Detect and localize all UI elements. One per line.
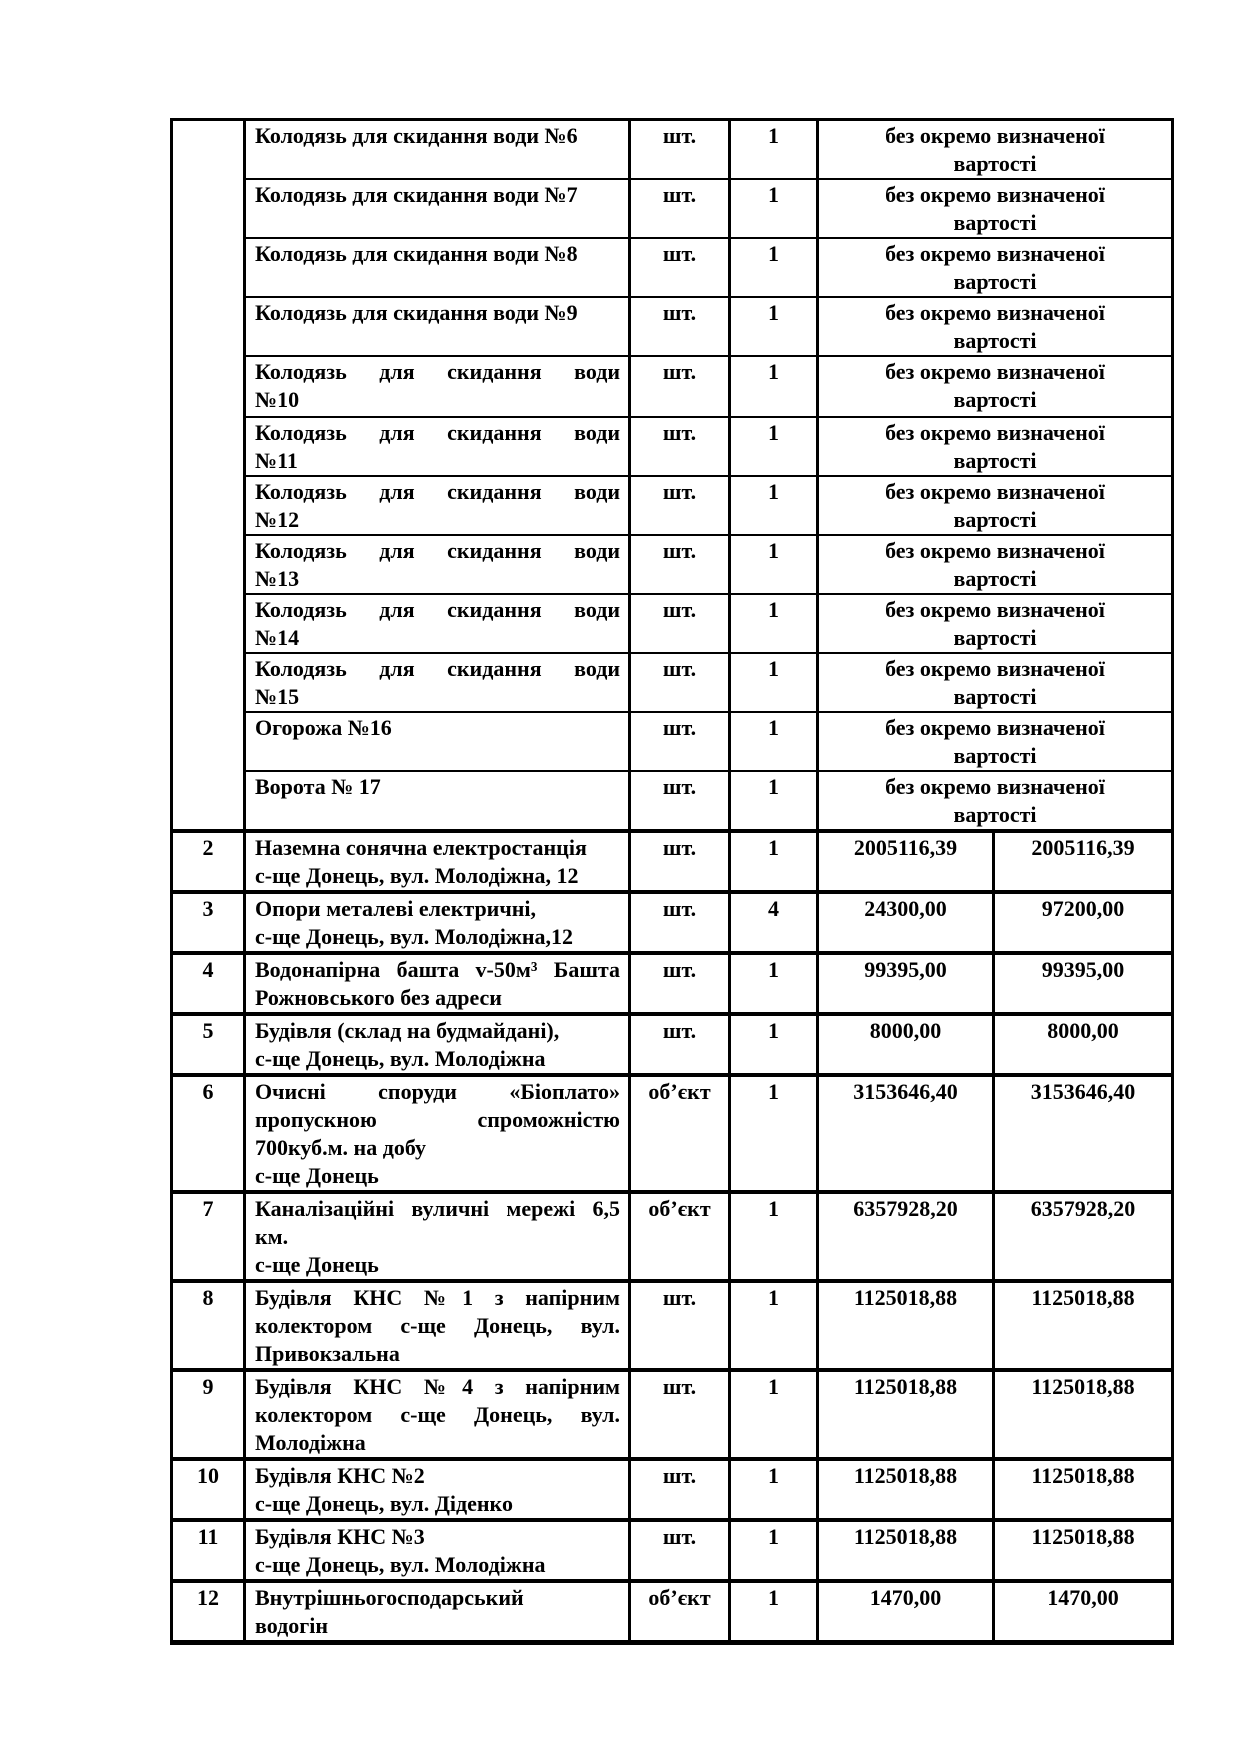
item-name-line: Опори металеві електричні,	[255, 896, 537, 921]
item-name-line: с-ще Донець, вул. Молодіжна	[255, 1552, 546, 1577]
unit-cell: шт.	[630, 535, 730, 594]
value-line: без окремо визначеної	[885, 123, 1105, 148]
item-name-line: Каналізаційні вуличні мережі 6,5	[255, 1196, 620, 1221]
value-line: без окремо визначеної	[885, 359, 1105, 384]
item-name-cell	[245, 653, 630, 712]
table-row	[172, 297, 1173, 356]
item-name-cell	[245, 476, 630, 535]
value-line: без окремо визначеної	[885, 420, 1105, 445]
item-name-cell	[245, 1192, 630, 1281]
quantity-cell: 1	[730, 1014, 818, 1075]
unit-cell: шт.	[630, 476, 730, 535]
table-row	[172, 712, 1173, 771]
value-cell	[818, 712, 1173, 771]
quantity-cell: 1	[730, 712, 818, 771]
value-cell	[818, 476, 1173, 535]
total-cell: 3153646,40	[994, 1075, 1173, 1192]
price-cell: 1125018,88	[818, 1459, 994, 1520]
table-row	[172, 417, 1173, 476]
price-cell: 6357928,20	[818, 1192, 994, 1281]
unit-cell: шт.	[630, 1370, 730, 1459]
item-name-line: Огорожа №16	[255, 715, 392, 740]
table-row	[172, 1192, 1173, 1281]
item-name-cell	[245, 238, 630, 297]
table-row	[172, 953, 1173, 1014]
quantity-cell: 1	[730, 120, 818, 180]
quantity-cell: 1	[730, 953, 818, 1014]
item-name-line: №12	[255, 507, 300, 532]
quantity-cell: 1	[730, 535, 818, 594]
value-line: вартості	[953, 151, 1037, 176]
item-name-line: Будівля КНС №2	[255, 1463, 425, 1488]
table-row	[172, 120, 1173, 180]
quantity-cell: 1	[730, 297, 818, 356]
total-cell: 6357928,20	[994, 1192, 1173, 1281]
quantity-cell: 1	[730, 356, 818, 417]
value-cell	[818, 771, 1173, 831]
item-name-cell	[245, 535, 630, 594]
item-name-cell	[245, 297, 630, 356]
item-name-cell	[245, 179, 630, 238]
value-cell	[818, 120, 1173, 180]
total-cell: 97200,00	[994, 892, 1173, 953]
total-cell: 1125018,88	[994, 1520, 1173, 1581]
value-cell	[818, 417, 1173, 476]
total-cell: 1470,00	[994, 1581, 1173, 1643]
unit-cell: об’єкт	[630, 1192, 730, 1281]
value-line: без окремо визначеної	[885, 597, 1105, 622]
row-number-cell: 9	[172, 1370, 245, 1459]
price-cell: 1470,00	[818, 1581, 994, 1643]
quantity-cell: 1	[730, 1370, 818, 1459]
price-cell: 2005116,39	[818, 831, 994, 892]
item-name-line: водогін	[255, 1613, 329, 1638]
unit-cell: шт.	[630, 297, 730, 356]
item-name-line: с-ще Донець	[255, 1163, 379, 1188]
item-name-line: Колодязь для скидання води	[255, 538, 620, 563]
item-name-line: Будівля КНС №4 з напірним	[255, 1374, 620, 1399]
value-line: вартості	[953, 448, 1037, 473]
unit-cell: шт.	[630, 1281, 730, 1370]
unit-cell: шт.	[630, 356, 730, 417]
item-name-line: Будівля (склад на будмайдані),	[255, 1018, 560, 1043]
item-name-cell	[245, 771, 630, 831]
quantity-cell: 1	[730, 831, 818, 892]
item-name-line: Колодязь для скидання води	[255, 656, 620, 681]
quantity-cell: 1	[730, 417, 818, 476]
value-line: без окремо визначеної	[885, 656, 1105, 681]
unit-cell: шт.	[630, 238, 730, 297]
item-name-cell	[245, 1075, 630, 1192]
unit-cell: шт.	[630, 831, 730, 892]
value-cell	[818, 179, 1173, 238]
item-name-line: Водонапірна башта v-50м³ Башта	[255, 957, 620, 982]
value-line: вартості	[953, 328, 1037, 353]
item-name-line: №14	[255, 625, 300, 650]
value-line: без окремо визначеної	[885, 479, 1105, 504]
value-line: вартості	[953, 507, 1037, 532]
item-name-line: №15	[255, 684, 300, 709]
item-name-cell	[245, 1281, 630, 1370]
price-cell: 3153646,40	[818, 1075, 994, 1192]
value-line: вартості	[953, 387, 1037, 412]
item-name-line: с-ще Донець, вул. Діденко	[255, 1491, 513, 1516]
item-name-line: 700куб.м. на добу	[255, 1135, 427, 1160]
total-cell: 2005116,39	[994, 831, 1173, 892]
row-number-cell: 11	[172, 1520, 245, 1581]
unit-cell: шт.	[630, 712, 730, 771]
quantity-cell: 1	[730, 594, 818, 653]
value-line: без окремо визначеної	[885, 715, 1105, 740]
item-name-cell	[245, 712, 630, 771]
unit-cell: шт.	[630, 417, 730, 476]
item-name-line: км.	[255, 1224, 289, 1249]
table-row	[172, 771, 1173, 831]
quantity-cell: 1	[730, 1581, 818, 1643]
unit-cell: об’єкт	[630, 1581, 730, 1643]
unit-cell: шт.	[630, 120, 730, 180]
row-number-cell: 4	[172, 953, 245, 1014]
table-row	[172, 1581, 1173, 1643]
value-line: без окремо визначеної	[885, 300, 1105, 325]
inventory-table	[170, 118, 1174, 1645]
value-line: вартості	[953, 566, 1037, 591]
value-line: без окремо визначеної	[885, 182, 1105, 207]
total-cell: 1125018,88	[994, 1370, 1173, 1459]
table-row	[172, 1281, 1173, 1370]
table-row	[172, 1520, 1173, 1581]
item-name-line: Колодязь для скидання води	[255, 359, 620, 384]
value-line: вартості	[953, 743, 1037, 768]
item-name-line: Внутрішньогосподарський	[255, 1585, 524, 1610]
item-name-cell	[245, 953, 630, 1014]
quantity-cell: 1	[730, 1459, 818, 1520]
table-row	[172, 1459, 1173, 1520]
unit-cell: шт.	[630, 771, 730, 831]
value-cell	[818, 356, 1173, 417]
row-number-cell: 12	[172, 1581, 245, 1643]
price-cell: 1125018,88	[818, 1281, 994, 1370]
table-row	[172, 594, 1173, 653]
table-row	[172, 356, 1173, 417]
row-number-cell: 6	[172, 1075, 245, 1192]
item-name-line: Колодязь для скидання води №7	[255, 182, 578, 207]
item-name-line: колектором с-ще Донець, вул.	[255, 1313, 620, 1338]
quantity-cell: 1	[730, 476, 818, 535]
item-name-cell	[245, 1520, 630, 1581]
table-row	[172, 1370, 1173, 1459]
table-row	[172, 476, 1173, 535]
item-name-line: Рожновського без адреси	[255, 985, 502, 1010]
item-name-line: Привокзальна	[255, 1341, 400, 1366]
unit-cell: шт.	[630, 953, 730, 1014]
quantity-cell: 4	[730, 892, 818, 953]
quantity-cell: 1	[730, 1520, 818, 1581]
item-name-cell	[245, 356, 630, 417]
total-cell: 8000,00	[994, 1014, 1173, 1075]
value-line: без окремо визначеної	[885, 241, 1105, 266]
table-row	[172, 653, 1173, 712]
unit-cell: шт.	[630, 179, 730, 238]
row-number-cell: 10	[172, 1459, 245, 1520]
table-row	[172, 1014, 1173, 1075]
quantity-cell: 1	[730, 771, 818, 831]
item-name-line: с-ще Донець, вул. Молодіжна, 12	[255, 863, 579, 888]
unit-cell: об’єкт	[630, 1075, 730, 1192]
item-name-line: Колодязь для скидання води	[255, 479, 620, 504]
value-cell	[818, 297, 1173, 356]
table-row	[172, 179, 1173, 238]
item-name-cell	[245, 594, 630, 653]
item-name-line: Колодязь для скидання води №8	[255, 241, 578, 266]
unit-cell: шт.	[630, 892, 730, 953]
table-row	[172, 831, 1173, 892]
item-name-cell	[245, 892, 630, 953]
item-name-cell	[245, 120, 630, 180]
item-name-cell	[245, 831, 630, 892]
value-line: вартості	[953, 625, 1037, 650]
item-name-cell	[245, 1370, 630, 1459]
item-name-line: №11	[255, 448, 298, 473]
quantity-cell: 1	[730, 1281, 818, 1370]
value-line: вартості	[953, 269, 1037, 294]
price-cell: 99395,00	[818, 953, 994, 1014]
unit-cell: шт.	[630, 1520, 730, 1581]
item-name-line: Ворота № 17	[255, 774, 381, 799]
item-name-line: Колодязь для скидання води	[255, 597, 620, 622]
price-cell: 8000,00	[818, 1014, 994, 1075]
value-line: без окремо визначеної	[885, 538, 1105, 563]
item-name-cell	[245, 1014, 630, 1075]
item-name-line: №10	[255, 387, 300, 412]
item-name-line: Наземна сонячна електростанція	[255, 835, 587, 860]
value-cell	[818, 535, 1173, 594]
row-number-cell: 3	[172, 892, 245, 953]
price-cell: 1125018,88	[818, 1520, 994, 1581]
item-name-line: Молодіжна	[255, 1430, 366, 1455]
quantity-cell: 1	[730, 1192, 818, 1281]
total-cell: 1125018,88	[994, 1281, 1173, 1370]
item-name-cell	[245, 417, 630, 476]
price-cell: 1125018,88	[818, 1370, 994, 1459]
price-cell: 24300,00	[818, 892, 994, 953]
quantity-cell: 1	[730, 179, 818, 238]
item-name-line: пропускною спроможністю	[255, 1107, 620, 1132]
item-name-line: колектором с-ще Донець, вул.	[255, 1402, 620, 1427]
row-number-cell: 2	[172, 831, 245, 892]
value-line: вартості	[953, 802, 1037, 827]
item-name-line: Будівля КНС №1 з напірним	[255, 1285, 620, 1310]
item-name-line: Колодязь для скидання води №9	[255, 300, 578, 325]
table-row	[172, 892, 1173, 953]
unit-cell: шт.	[630, 594, 730, 653]
value-cell	[818, 594, 1173, 653]
item-name-line: Будівля КНС №3	[255, 1524, 425, 1549]
item-name-line: Колодязь для скидання води №6	[255, 123, 578, 148]
unit-cell: шт.	[630, 653, 730, 712]
value-line: без окремо визначеної	[885, 774, 1105, 799]
table-row	[172, 1075, 1173, 1192]
item-name-line: с-ще Донець, вул. Молодіжна	[255, 1046, 546, 1071]
table-row	[172, 238, 1173, 297]
value-line: вартості	[953, 684, 1037, 709]
table-row	[172, 535, 1173, 594]
total-cell: 99395,00	[994, 953, 1173, 1014]
item-name-cell	[245, 1459, 630, 1520]
row-number-cell: 5	[172, 1014, 245, 1075]
quantity-cell: 1	[730, 238, 818, 297]
unit-cell: шт.	[630, 1014, 730, 1075]
item-name-line: с-ще Донець, вул. Молодіжна,12	[255, 924, 574, 949]
quantity-cell: 1	[730, 653, 818, 712]
item-name-line: Очисні споруди «Біоплато»	[255, 1079, 620, 1104]
value-cell	[818, 238, 1173, 297]
inventory-table-body	[172, 120, 1173, 1643]
unit-cell: шт.	[630, 1459, 730, 1520]
value-line: вартості	[953, 210, 1037, 235]
total-cell: 1125018,88	[994, 1459, 1173, 1520]
row-number-cell: 8	[172, 1281, 245, 1370]
row-number-cell	[172, 120, 245, 832]
value-cell	[818, 653, 1173, 712]
item-name-cell	[245, 1581, 630, 1643]
row-number-cell: 7	[172, 1192, 245, 1281]
item-name-line: Колодязь для скидання води	[255, 420, 620, 445]
item-name-line: с-ще Донець	[255, 1252, 379, 1277]
quantity-cell: 1	[730, 1075, 818, 1192]
item-name-line: №13	[255, 566, 300, 591]
